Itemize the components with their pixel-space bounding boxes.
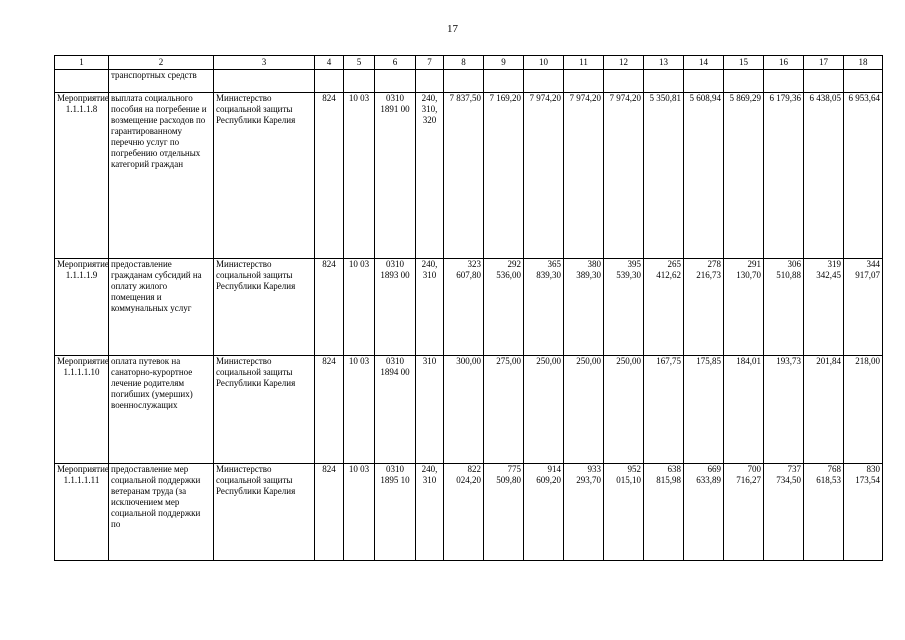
column-number: 10: [524, 56, 564, 70]
column-number: 16: [764, 56, 804, 70]
column-number: 18: [844, 56, 883, 70]
column-number: 9: [484, 56, 524, 70]
value-cell: 344 917,07: [844, 259, 883, 356]
column-number: 13: [644, 56, 684, 70]
value-cell: 291 130,70: [724, 259, 764, 356]
csr-code: 0310 1893 00: [375, 259, 416, 356]
value-cell: 167,75: [644, 356, 684, 464]
value-cell: 6 179,36: [764, 93, 804, 259]
column-number-row: [55, 56, 883, 70]
value-cell: 737 734,50: [764, 464, 804, 561]
vr-code: 310: [416, 356, 444, 464]
column-number: 17: [804, 56, 844, 70]
rzpr-code: 10 03: [344, 259, 375, 356]
value-cell: 275,00: [484, 356, 524, 464]
column-number: 5: [344, 56, 375, 70]
vr-code: 240, 310, 320: [416, 93, 444, 259]
column-number: 12: [604, 56, 644, 70]
table-row: [55, 356, 883, 464]
column-number: 14: [684, 56, 724, 70]
column-number: 11: [564, 56, 604, 70]
measure-name: Мероприятие 1.1.1.1.8: [55, 93, 109, 259]
table-row: [55, 259, 883, 356]
grbs-code: 824: [315, 259, 344, 356]
measure-description: выплата социального пособия на погребение и возмещение расходов по гарантированному перечню услуг по погребению отдельных категорий граждан: [109, 93, 214, 259]
value-cell: 7 169,20: [484, 93, 524, 259]
value-cell: 6 438,05: [804, 93, 844, 259]
value-cell: 395 539,30: [604, 259, 644, 356]
csr-code: 0310 1891 00: [375, 93, 416, 259]
value-cell: 768 618,53: [804, 464, 844, 561]
rzpr-code: 10 03: [344, 93, 375, 259]
measure-name: Мероприятие 1.1.1.1.10: [55, 356, 109, 464]
value-cell: 250,00: [604, 356, 644, 464]
continuation-text: транспортных средств: [109, 70, 214, 93]
value-cell: 638 815,98: [644, 464, 684, 561]
page-number: 17: [447, 23, 458, 35]
table-row-continuation: [55, 70, 883, 93]
value-cell: 6 953,64: [844, 93, 883, 259]
value-cell: 184,01: [724, 356, 764, 464]
value-cell: 775 509,80: [484, 464, 524, 561]
measure-name: Мероприятие 1.1.1.1.9: [55, 259, 109, 356]
value-cell: 5 350,81: [644, 93, 684, 259]
budget-table: [54, 55, 883, 561]
rzpr-code: 10 03: [344, 356, 375, 464]
measure-description: предоставление мер социальной поддержки ветеранам труда (за исключением мер социальной поддержки по: [109, 464, 214, 561]
column-number: 6: [375, 56, 416, 70]
column-number: 3: [214, 56, 315, 70]
value-cell: 323 607,80: [444, 259, 484, 356]
value-cell: 5 608,94: [684, 93, 724, 259]
value-cell: 7 974,20: [564, 93, 604, 259]
vr-code: 240, 310: [416, 259, 444, 356]
csr-code: 0310 1895 10: [375, 464, 416, 561]
responsible-body: Министерство социальной защиты Республики Карелия: [214, 464, 315, 561]
value-cell: 822 024,20: [444, 464, 484, 561]
value-cell: 5 869,29: [724, 93, 764, 259]
responsible-body: Министерство социальной защиты Республики Карелия: [214, 356, 315, 464]
value-cell: 952 015,10: [604, 464, 644, 561]
value-cell: 250,00: [524, 356, 564, 464]
csr-code: 0310 1894 00: [375, 356, 416, 464]
value-cell: 380 389,30: [564, 259, 604, 356]
value-cell: 7 974,20: [524, 93, 564, 259]
column-number: 1: [55, 56, 109, 70]
column-number: 2: [109, 56, 214, 70]
column-number: 7: [416, 56, 444, 70]
measure-description: оплата путевок на санаторно-курортное лечение родителям погибших (умерших) военнослужащих: [109, 356, 214, 464]
measure-description: предоставление гражданам субсидий на оплату жилого помещения и коммунальных услуг: [109, 259, 214, 356]
value-cell: 201,84: [804, 356, 844, 464]
value-cell: 250,00: [564, 356, 604, 464]
column-number: 4: [315, 56, 344, 70]
table-row: [55, 464, 883, 561]
value-cell: 175,85: [684, 356, 724, 464]
value-cell: 933 293,70: [564, 464, 604, 561]
measure-name: Мероприятие 1.1.1.1.11: [55, 464, 109, 561]
value-cell: 292 536,00: [484, 259, 524, 356]
responsible-body: Министерство социальной защиты Республики Карелия: [214, 93, 315, 259]
value-cell: 830 173,54: [844, 464, 883, 561]
value-cell: 7 837,50: [444, 93, 484, 259]
grbs-code: 824: [315, 356, 344, 464]
value-cell: 319 342,45: [804, 259, 844, 356]
value-cell: 700 716,27: [724, 464, 764, 561]
value-cell: 7 974,20: [604, 93, 644, 259]
column-number: 15: [724, 56, 764, 70]
value-cell: 218,00: [844, 356, 883, 464]
value-cell: 193,73: [764, 356, 804, 464]
value-cell: 914 609,20: [524, 464, 564, 561]
vr-code: 240, 310: [416, 464, 444, 561]
value-cell: 669 633,89: [684, 464, 724, 561]
value-cell: 300,00: [444, 356, 484, 464]
grbs-code: 824: [315, 93, 344, 259]
grbs-code: 824: [315, 464, 344, 561]
table-row: [55, 93, 883, 259]
value-cell: 365 839,30: [524, 259, 564, 356]
value-cell: 306 510,88: [764, 259, 804, 356]
rzpr-code: 10 03: [344, 464, 375, 561]
responsible-body: Министерство социальной защиты Республики Карелия: [214, 259, 315, 356]
value-cell: 265 412,62: [644, 259, 684, 356]
value-cell: 278 216,73: [684, 259, 724, 356]
column-number: 8: [444, 56, 484, 70]
